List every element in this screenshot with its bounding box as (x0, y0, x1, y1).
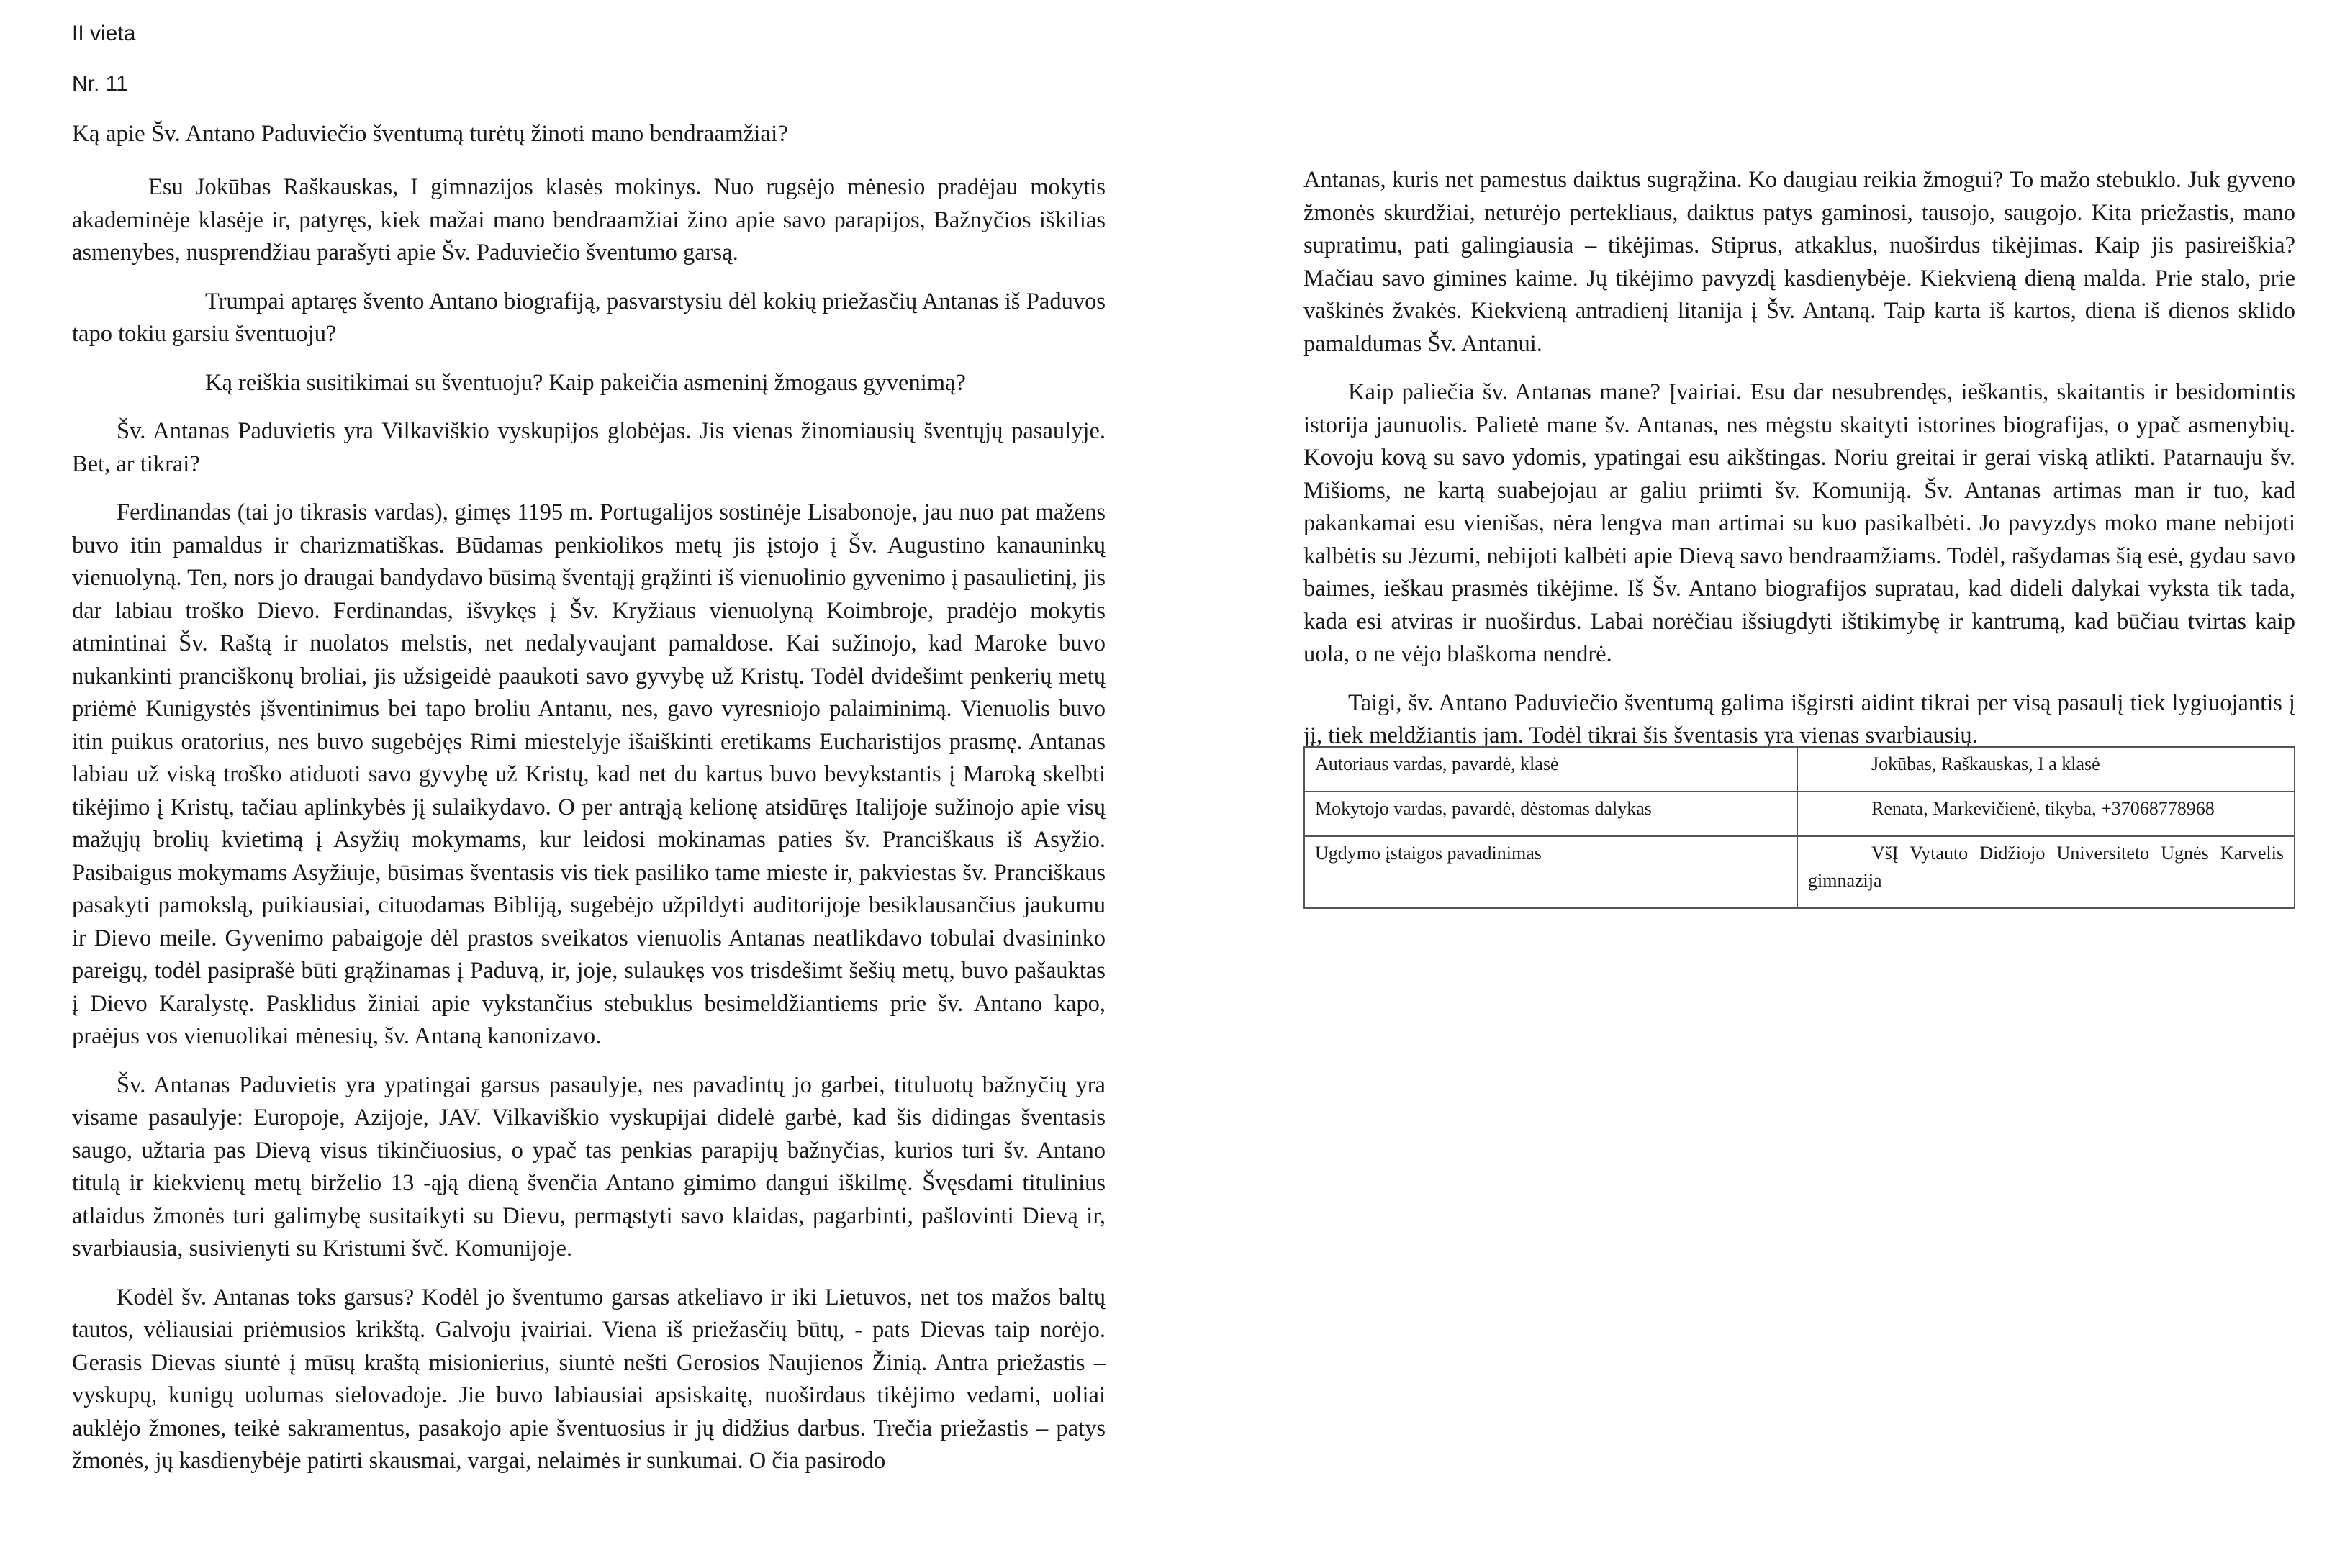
paragraph-personal: Kaip paliečia šv. Antanas mane? Įvairiai. Esu dar nesubrendęs, ieškantis, skaitantis ir besidomintis istorija jaunuolis. Palietė mane šv. Antanas, nes mėgstu skaityti istorines biografijas, o ypač asmenybių. Kovoju kovą su savo ydomis, ypatingai esu aikštingas. Noriu greitai ir gerai viską atlikti. Patarnauju šv. Mišioms, ne kartą suabejojau ar galiu priimti šv. Komuniją. Šv. Antanas artimas man ir tuo, kad pakankamai esu vienišas, nėra lengva man artimai su kuo pasikalbėti. Jo pavyzdys moko mane nebijoti kalbėtis su Jėzumi, nebijoti kalbėti apie Dievą savo bendraamžiams. Todėl, rašydamas šią esė, gydau savo baimes, ieškau prasmės tikėjime. Iš Šv. Antano biografijos supratau, kad dideli dalykai vyksta tik tada, kada esi atviras ir nuoširdus. Labai norėčiau išsiugdyti ištikimybę ir kantrumą, kad būčiau tvirtas kaip uola, o ne vėjo blaškoma nendrė. (1303, 379, 2295, 667)
paragraph-intro: Esu Jokūbas Raškauskas, I gimnazijos klasės mokinys. Nuo rugsėjo mėnesio pradėjau mokytis akademinėje klasėje ir, patyręs, kiek mažai mano bendraamžiai žino apie savo parapijos, Bažnyčios iškilias asmenybes, nusprendžiau parašyti apie Šv. Paduviečio šventumo garsą. (72, 174, 1106, 266)
place-label: II vieta (72, 22, 136, 45)
paragraph-biography: Ferdinandas (tai jo tikrasis vardas), gimęs 1195 m. Portugalijos sostinėje Lisabonoje, jau nuo pat mažens buvo itin pamaldus ir charizmatiškas. Būdamas penkiolikos metų jis įstojo į Šv. Augustino kanauninkų vienuolyną. Ten, nors jo draugai bandydavo būsimą šventąjį grąžinti iš vienuolinio gyvenimo į pasaulietinį, jis dar labiau troško Dievo. Ferdinandas, išvykęs į Šv. Kryžiaus vienuolyną Koimbroje, pradėjo mokytis atmintinai Šv. Raštą ir nuolatos melstis, net nedalyvaujant pamaldose. Kai sužinojo, kad Maroke buvo nukankinti pranciškonų broliai, jis užsigeidė paaukoti savo gyvybę už Kristų. Todėl dvidešimt penkerių metų priėmė Kunigystės įšventinimus bei tapo broliu Antanu, nes, gavo vyresniojo palaiminimą. Vienuolis buvo itin puikus oratorius, nes buvo sugebėjęs Rimi miestelyje išaiškinti eretikams Eucharistijos prasmę. Antanas labiau už viską troško atiduoti savo gyvybę už Kristų, kad net du kartus buvo bevykstantis į Maroką skelbti tikėjimo į Kristų, tačiau aplinkybės jį sulaikydavo. O per antrąją kelionę atsidūręs Italijoje sužinojo apie visų mažųjų brolių kvietimą į Asyžių mokymams, kur leidosi mokinamas paties šv. Pranciškaus iš Asyžio. Pasibaigus mokymams Asyžiuje, būsimas šventasis vis tiek pasiliko tame mieste ir, pakviestas šv. Pranciškaus pasakyti pamokslą, puikiausiai, cituodamas Bibliją, sugebėjo užpildyti auditorijoje besiklausančius jaukumu ir Dievo meile. Gyvenimo pabaigoje dėl prastos sveikatos vienuolis Antanas neatlikdavo tobulai dvasininko pareigų, todėl pasiprašė būti grąžinamas į Paduvą, ir, joje, sulaukęs vos trisdešimt šešių metų, buvo pašauktas į Dievo Karalystę. Pasklidus žiniai apie vykstančius stebuklus besimeldžiantiems prie šv. Antano kapo, praėjus vos vienuolikai mėnesių, šv. Antaną kanonizavo. (72, 499, 1106, 1049)
table-label: Mokytojo vardas, pavardė, dėstomas dalykas (1304, 792, 1797, 836)
paragraph-fame: Šv. Antanas Paduvietis yra ypatingai garsus pasaulyje, nes pavadintų jo garbei, tituluotų bažnyčių yra visame pasaulyje: Europoje, Azijoje, JAV. Vilkaviškio vyskupijai didelė garbė, kad šis didingas šventasis saugo, užtaria pas Dievą visus tikinčiuosius, o ypač tas penkias parapijų bažnyčias, kurios turi šv. Antano titulą ir kiekvienų metų birželio 13 -ąją dieną švenčia Antano gimimo dangui iškilmę. Švęsdami titulinius atlaidus žmonės turi galimybę susitaikyti su Dievu, permąstyti savo klaidas, pagarbinti, pašlovinti Dievą ir, svarbiausia, susivienyti su Kristumi švč. Komunijoje. (72, 1071, 1106, 1261)
table-label: Autoriaus vardas, pavardė, klasė (1304, 747, 1797, 792)
table-row (1304, 747, 2295, 792)
right-column (1303, 164, 2295, 753)
table-row (1304, 836, 2295, 908)
table-value: VšĮ Vytauto Didžiojo Universiteto Ugnės Karvelis gimnazija (1797, 836, 2295, 908)
essay-title: Ką apie Šv. Antano Paduviečio šventumą turėtų žinoti mano bendraamžiai? (72, 121, 788, 147)
paragraph-question-1: Trumpai aptaręs švento Antano biografiją, pasvarstysiu dėl kokių priežasčių Antanas iš Paduvos tapo tokiu garsiu šventuoju? (72, 288, 1106, 347)
table-row (1304, 792, 2295, 836)
left-column (72, 171, 1106, 1478)
author-info-table (1303, 746, 2295, 909)
paragraph-question-2: Ką reiškia susitikimai su šventuoju? Kaip pakeičia asmeninį žmogaus gyvenimą? (205, 369, 966, 396)
table-value: Jokūbas, Raškauskas, I a klasė (1797, 747, 2295, 792)
table-label: Ugdymo įstaigos pavadinimas (1304, 836, 1797, 908)
paragraph-conclusion: Taigi, šv. Antano Paduviečio šventumą galima išgirsti aidint tikrai per visą pasaulį tiek lygiuojantis į jį, tiek meldžiantis jam. Todėl tikrai šis šventasis yra vienas svarbiausių. (1303, 689, 2295, 748)
table-value: Renata, Markevičienė, tikyba, +37068778968 (1797, 792, 2295, 836)
paragraph-continuation: Antanas, kuris net pamestus daiktus sugrąžina. Ko daugiau reikia žmogui? To mažo stebuklo. Juk gyveno žmonės skurdžiai, neturėjo pertekliaus, daiktus patys gaminosi, tausojo, saugojo. Kita priežastis, mano supratimu, pati galingiausia – tikėjimas. Stiprus, atkaklus, nuoširdus tikėjimas. Kaip jis pasireiškia? Mačiau savo gimines kaime. Jų tikėjimo pavyzdį kasdienybėje. Kiekvieną dieną malda. Prie stalo, prie vaškinės žvakės. Kiekvieną antradienį litanija į Šv. Antaną. Taip karta iš kartos, diena iš dienos sklido pamaldumas Šv. Antanui. (1303, 167, 2295, 357)
entry-number: Nr. 11 (72, 72, 128, 96)
paragraph-patron: Šv. Antanas Paduvietis yra Vilkaviškio vyskupijos globėjas. Jis vienas žinomiausių šventųjų pasaulyje. Bet, ar tikrai? (72, 418, 1106, 477)
paragraph-why-famous: Kodėl šv. Antanas toks garsus? Kodėl jo šventumo garsas atkeliavo ir iki Lietuvos, net tos mažos baltų tautos, vėliausiai priėmusios krikštą. Galvoju įvairiai. Viena iš priežasčių būtų, - pats Dievas taip norėjo. Gerasis Dievas siuntė į mūsų kraštą misionierius, siuntė nešti Gerosios Naujienos Žinią. Antra priežastis – vyskupų, kunigų uolumas sielovadoje. Jie buvo labiausiai apsiskaitę, nuoširdaus tikėjimo vedami, uoliai auklėjo žmones, teikė sakramentus, pasakojo apie šventuosius ir jų didžius darbus. Trečia priežastis – patys žmonės, jų kasdienybėje patirti skausmai, vargai, nelaimės ir sunkumai. O čia pasirodo (72, 1284, 1106, 1474)
